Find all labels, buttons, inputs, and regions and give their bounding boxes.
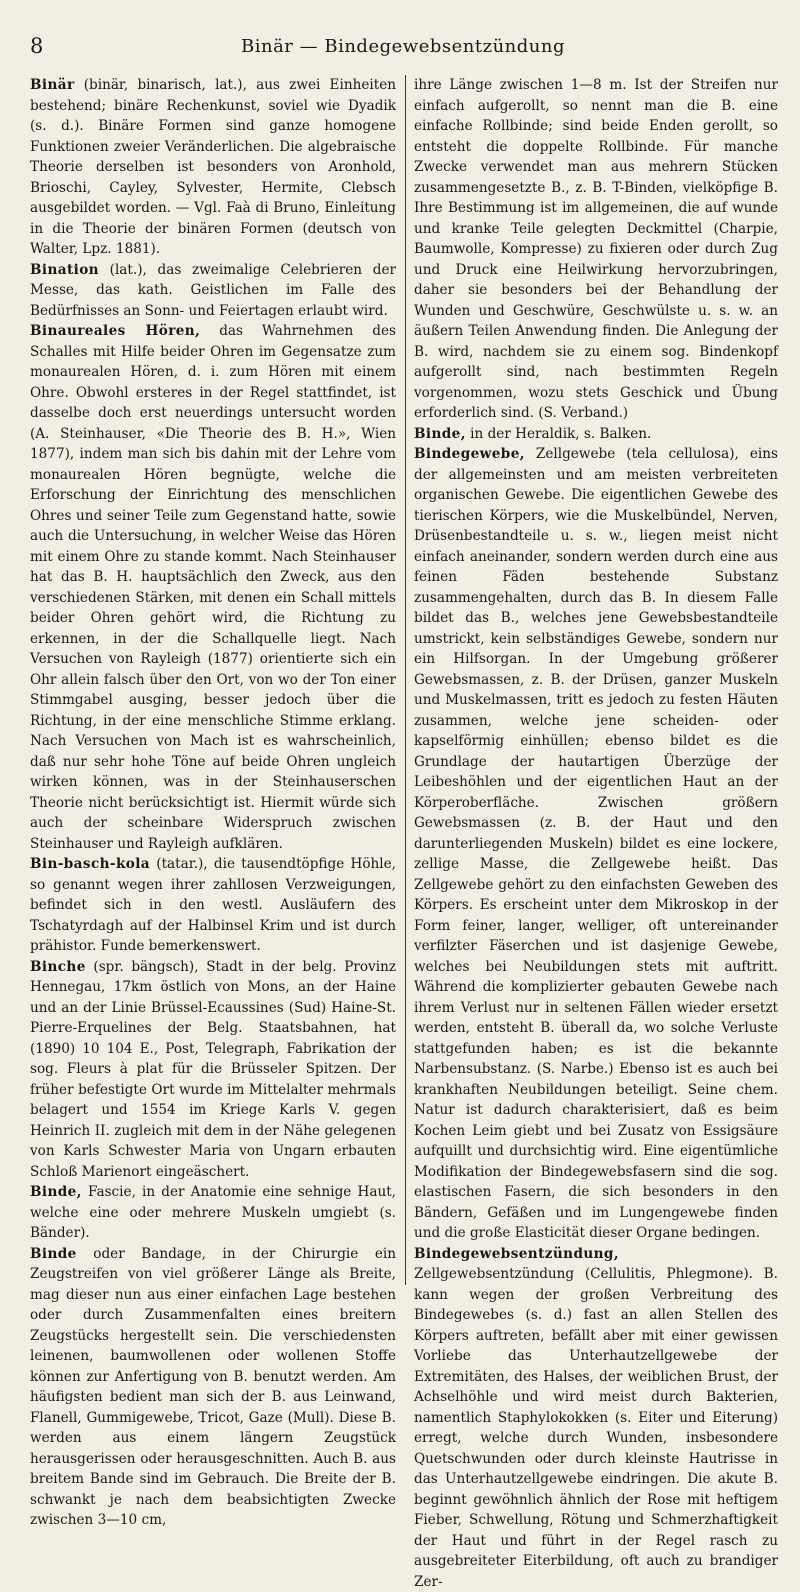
right-column (414, 75, 778, 1291)
entry-text: (spr. bängsch), Stadt in der belg. Provinz Hennegau, 17km östlich von Mons, an der Haine und an der Linie Brüssel-Ecaussines (Sud) Haine-St. Pierre-Erquelines der Belg. Staatsbahnen, hat (1890) 10 104 E., Post, Telegraph, Fabrikation der sog. Fleurs à plat für die Brüsseler Spitzen. Der früher befestigte Ort wurde im Mittelalter mehrmals belagert und 1554 im Kriege Karls V. gegen Heinrich II. zugleich mit dem in der Nähe gelegenen von Karls Schwester Maria von Ungarn erbauten Schloß Marienort eingeäschert. (30, 959, 396, 1180)
dictionary-entry (30, 1244, 396, 1531)
dictionary-entry (414, 444, 778, 1244)
entry-text: (lat.), das zweimalige Celebrieren der Messe, das kath. Geistlichen im Falle des Bedürfnisses an Sonn- und Feiertagen erlaubt wird. (30, 262, 396, 319)
dictionary-entry (30, 321, 396, 854)
entry-headword: Binde (30, 1246, 77, 1262)
entry-text: das Wahrnehmen des Schalles mit Hilfe beider Ohren im Gegensatze zum monaurealen Hören, d. i. zum Hören mit einem Ohre. Obwohl ersteres in der Regel stattfindet, ist dasselbe doch erst neuerdings untersucht worden (A. Steinhauser, «Die Theorie des B. H.», Wien 1877), indem man sich bis dahin mit der Lehre vom monaurealen Hören begnügte, welche die Erforschung der Einrichtung des menschlichen Ohres und seiner Teile zum Gegenstand hatte, sowie auch die Untersuchung, in welcher Weise das Hören mit einem Ohre zu stande kommt. Nach Steinhauser hat das B. H. hauptsächlich den Zweck, aus den verschiedenen Stärken, mit denen ein Schall mittels beider Ohren gehört wird, die Richtung zu erkennen, in der die Schallquelle liegt. Nach Versuchen von Rayleigh (1877) orientierte sich ein Ohr allein falsch über den Ort, von wo der Ton einer Stimmgabel ausging, besser jedoch über die Richtung, in der eine menschliche Stimme erklang. Nach Versuchen von Mach ist es wahrscheinlich, daß nur sehr hohe Töne auf beide Ohren ungleich wirken können, was in der Steinhauserschen Theorie nicht berücksichtigt ist. Hiermit würde sich auch der scheinbare Widerspruch zwischen Steinhauser und Rayleigh aufklären. (30, 323, 396, 852)
entry-headword: Bindegewebsentzündung, (414, 1246, 619, 1262)
entry-headword: Binde, (414, 426, 466, 442)
entry-text: oder Bandage, in der Chirurgie ein Zeugstreifen von viel größerer Länge als Breite, mag dieser nun aus einer einfachen Lage bestehen oder durch Zusammenfalten eines breitern Zeugstücks hergestellt sein. Die verschiedensten leinenen, baumwollenen oder wollenen Stoffe können zur Anfertigung von B. benutzt werden. Am häufigsten bedient man sich der B. aus Leinwand, Flanell, Gummigewebe, Tricot, Gaze (Mull). Diese B. werden aus einem längern Zeugstück herausgerissen oder herausgeschnitten. Auch B. aus breitem Bande sind im Gebrauch. Die Breite der B. schwankt je nach dem beabsichtigten Zwecke zwischen 3—10 cm, (30, 1246, 396, 1529)
entry-headword: Binär (30, 77, 75, 93)
page-header (30, 34, 776, 64)
dictionary-entry (30, 957, 396, 1183)
dictionary-entry (414, 75, 778, 424)
entry-text: Fascie, in der Anatomie eine sehnige Haut, welche eine oder mehrere Muskeln umgiebt (s. Bänder). (30, 1184, 396, 1241)
dictionary-entry (414, 424, 778, 445)
entry-text: (binär, binarisch, lat.), aus zwei Einheiten bestehend; binäre Rechenkunst, soviel wie Dyadik (s. d.). Binäre Formen sind ganze homogene Funktionen zweier Veränderlichen. Die algebraische Theorie derselben ist besonders von Aronhold, Brioschi, Cayley, Sylvester, Hermite, Clebsch ausgebildet worden. — Vgl. Faà di Bruno, Einleitung in die Theorie der binären Formen (deutsch von Walter, Lpz. 1881). (30, 77, 396, 257)
dictionary-entry (414, 1244, 778, 1592)
entry-headword: Bindegewebe, (414, 446, 525, 462)
entry-headword: Bination (30, 262, 99, 278)
dictionary-entry (30, 260, 396, 322)
entry-text: Zellgewebe (tela cellulosa), eins der allgemeinsten und am meisten verbreiteten organischen Gewebe. Die eigentlichen Gewebe des tierischen Körpers, wie die Muskelbündel, Nerven, Drüsenbestandteile u. s. w., liegen meist nicht einfach aneinander, sondern werden durch eine aus feinen Fäden bestehende Substanz zusammengehalten, durch das B. In diesem Falle bildet das B., welches jene Gewebsbestandteile umstrickt, kein selbständiges Gewebe, sondern nur ein Hilfsorgan. In der Umgebung größerer Gewebsmassen, z. B. der Drüsen, ganzer Muskeln und Muskelmassen, tritt es jedoch zu festen Häuten zusammen, welche jene scheiden- oder kapselförmig einhüllen; ebenso bildet es die Grundlage der hautartigen Überzüge der Leibeshöhlen und der eigentlichen Haut an der Körperoberfläche. Zwischen größern Gewebsmassen (z. B. der Haut und den darunterliegenden Muskeln) bildet es eine lockere, zellige Masse, die Zellgewebe heißt. Das Zellgewebe gehört zu den einfachsten Geweben des Körpers. Es erscheint unter dem Mikroskop in der Form feiner, langer, welliger, oft untereinander verfilzter Fäserchen und ist dasjenige Gewebe, welches bei Neubildungen stets mit auftritt. Während die komplizierter gebauten Gewebe nach ihrem Verlust nur in seltenen Fällen wieder ersetzt werden, entsteht B. überall da, wo solche Verluste stattgefunden haben; es ist die bekannte Narbensubstanz. (S. Narbe.) Ebenso ist es auch bei krankhaften Neubildungen beteiligt. Seine chem. Natur ist dadurch charakterisiert, daß es beim Kochen Leim giebt und bei Zusatz von Essigsäure aufquillt und durchsichtig wird. Eine eigentümliche Modifikation der Bindegewebsfasern sind die sog. elastischen Fasern, die sich besonders in den Bändern, Gefäßen und im Lungengewebe finden und die große Elasticität dieser Organe bedingen. (414, 446, 778, 1241)
entry-text: ihre Länge zwischen 1—8 m. Ist der Streifen nur einfach aufgerollt, so nennt man die B. eine einfache Rollbinde; sind beide Enden gerollt, so entsteht die doppelte Rollbinde. Für manche Zwecke verwendet man aus mehrern Stücken zusammengesetzte B., z. B. T-Binden, vielköpfige B. Ihre Bestimmung ist im allgemeinen, die auf wunde und kranke Teile gelegten Deckmittel (Charpie, Baumwolle, Kompresse) zu fixieren oder durch Zug und Druck eine Heilwirkung hervorzubringen, daher sie besonders bei der Behandlung der Wunden und Geschwüre, Geschwülste u. s. w. an äußern Teilen Anwendung finden. Die Anlegung der B. wird, nachdem sie zu einem sog. Bindenkopf aufgerollt sind, nach bestimmten Regeln vorgenommen, wozu stets Geschick und Übung erforderlich sind. (S. Verband.) (414, 77, 778, 421)
entry-text: in der Heraldik, s. Balken. (470, 426, 651, 442)
entry-headword: Bin-basch-kola (30, 856, 150, 872)
entry-headword: Binde, (30, 1184, 82, 1200)
page-number: 8 (30, 34, 43, 58)
dictionary-entry (30, 75, 396, 260)
entry-text: Zellgewebsentzündung (Cellulitis, Phlegmone). B. kann wegen der großen Verbreitung des Bindegewebes (s. d.) fast an allen Stellen des Körpers auftreten, befällt aber mit einer gewissen Vorliebe das Unterhautzellgewebe der Extremitäten, des Halses, der weiblichen Brust, der Achselhöhle und wird meist durch Bakterien, namentlich Staphylokokken (s. Eiter und Eiterung) erregt, welche durch Wunden, insbesondere Quetschwunden oder durch kleinste Hautrisse in das Unterhautzellgewebe eindringen. Die akute B. beginnt gewöhnlich ähnlich der Rose mit heftigem Fieber, Schwellung, Rötung und Schmerzhaftigkeit der Haut und führt in der Regel rasch zu ausgebreiteter Eiterbildung, oft auch zu brandiger Zer- (414, 1266, 778, 1590)
entry-headword: Binche (30, 959, 86, 975)
column-divider (405, 75, 406, 1285)
entry-text: (tatar.), die tausendtöpfige Höhle, so genannt wegen ihrer zahllosen Verzweigungen, befindet sich in den westl. Ausläufern des Tschatyrdagh auf der Halbinsel Krim und ist durch prähistor. Funde bemerkenswert. (30, 856, 396, 954)
entry-headword: Binaureales Hören, (30, 323, 200, 339)
dictionary-entry (30, 1182, 396, 1244)
running-head: Binär — Bindegewebsentzündung (30, 36, 776, 57)
left-column (30, 75, 396, 1291)
dictionary-entry (30, 854, 396, 957)
